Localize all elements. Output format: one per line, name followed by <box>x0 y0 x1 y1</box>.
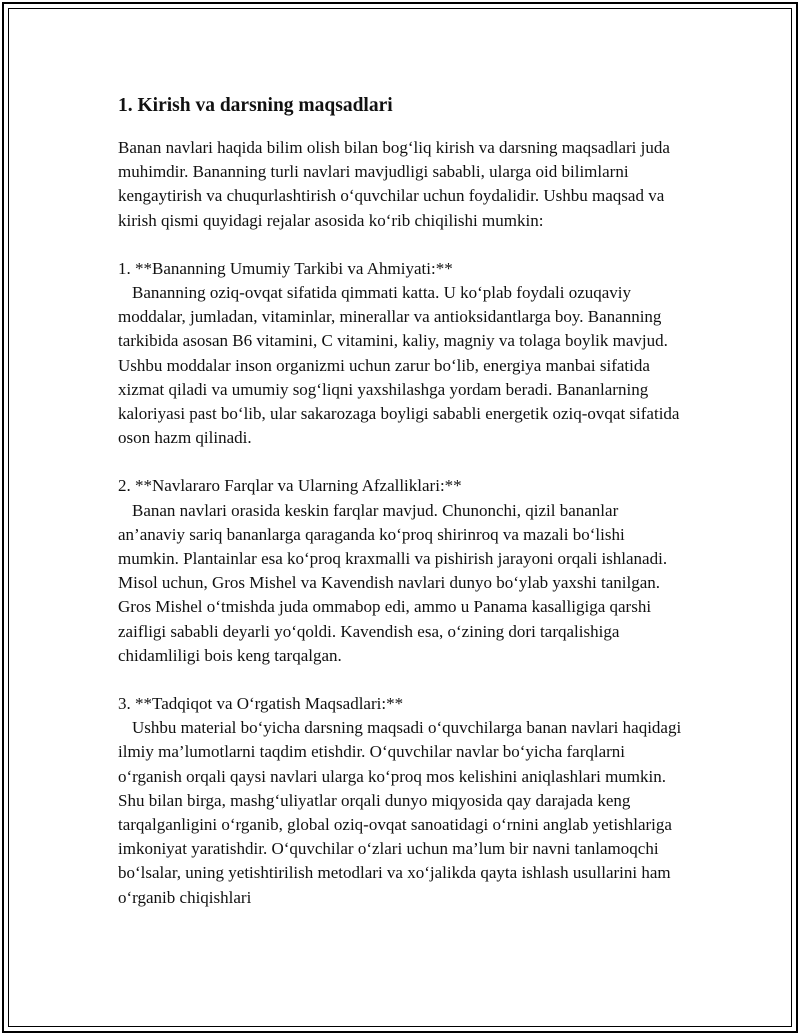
list-item <box>118 692 688 910</box>
list-item-body: Banan navlari orasida keskin farqlar mavjud. Chunonchi, qizil bananlar an’anaviy sariq bananlarga qaraganda ko‘proq shirinroq va mazali bo‘lishi mumkin. Plantainlar esa ko‘proq kraxmalli va pishirish jarayoni orqali ishlanadi. Misol uchun, Gros Mishel va Kavendish navlari dunyo bo‘ylab yaxshi tanilgan. Gros Mishel o‘tmishda juda ommabop edi, ammo u Panama kasalligiga qarshi zaifligi sababli deyarli yo‘qoldi. Kavendish esa, o‘zining dori tarqalishiga chidamliligi bois keng tarqalgan. <box>118 500 672 665</box>
list-item-body: Bananning oziq-ovqat sifatida qimmati katta. U ko‘plab foydali ozuqaviy moddalar, jumladan, vitaminlar, minerallar va antioksidantlarga boy. Bananning tarkibida asosan B6 vitamini, C vitamini, kaliy, magniy va tolaga boylik mavjud. Ushbu moddalar inson organizmi uchun zarur bo‘lib, energiya manbai sifatida xizmat qiladi va umumiy sog‘liqni yaxshilashga yordam beradi. Bananlarning kaloriyasi past bo‘lib, ular sakarozaga boyligi sababli energetik oziq-ovqat sifatida oson hazm qilinadi. <box>118 283 684 448</box>
document-content <box>118 93 688 934</box>
list-item <box>118 257 688 451</box>
section-heading: 1. Kirish va darsning maqsadlari <box>118 95 393 116</box>
list-item-title: 2. **Navlararo Farqlar va Ularning Afzalliklari:** <box>118 476 462 496</box>
list-item <box>118 474 688 668</box>
intro-paragraph: Banan navlari haqida bilim olish bilan bog‘liq kirish va darsning maqsadlari juda muhimdir. Bananning turli navlari mavjudligi sababli, ularga oid bilimlarni kengaytirish va chuqurlashtirish o‘quvchilar uchun foydalidir. Ushbu maqsad va kirish qismi quyidagi rejalar asosida ko‘rib chiqilishi mumkin: <box>118 138 675 230</box>
list-item-body: Ushbu material bo‘yicha darsning maqsadi o‘quvchilarga banan navlari haqidagi ilmiy ma’lumotlarni taqdim etishdir. O‘quvchilar navlar bo‘yicha farqlarni o‘rganish orqali qaysi navlari ularga ko‘proq mos kelishini aniqlashlari mumkin. Shu bilan birga, mashg‘uliyatlar orqali dunyo miqyosida qay darajada keng tarqalganligini o‘rganib, global oziq-ovqat sanoatidagi o‘rnini anglab yetishlariga imkoniyat yaratishdir. O‘quvchilar o‘zlari uchun ma’lum bir navni tanlamoqchi bo‘lsalar, uning yetishtirilish metodlari va xo‘jalikda qayta ishlash usullarini ham o‘rganib chiqishlari <box>118 718 686 907</box>
list-item-title: 1. **Bananning Umumiy Tarkibi va Ahmiyati:** <box>118 258 453 278</box>
list-item-title: 3. **Tadqiqot va O‘rgatish Maqsadlari:** <box>118 694 404 714</box>
